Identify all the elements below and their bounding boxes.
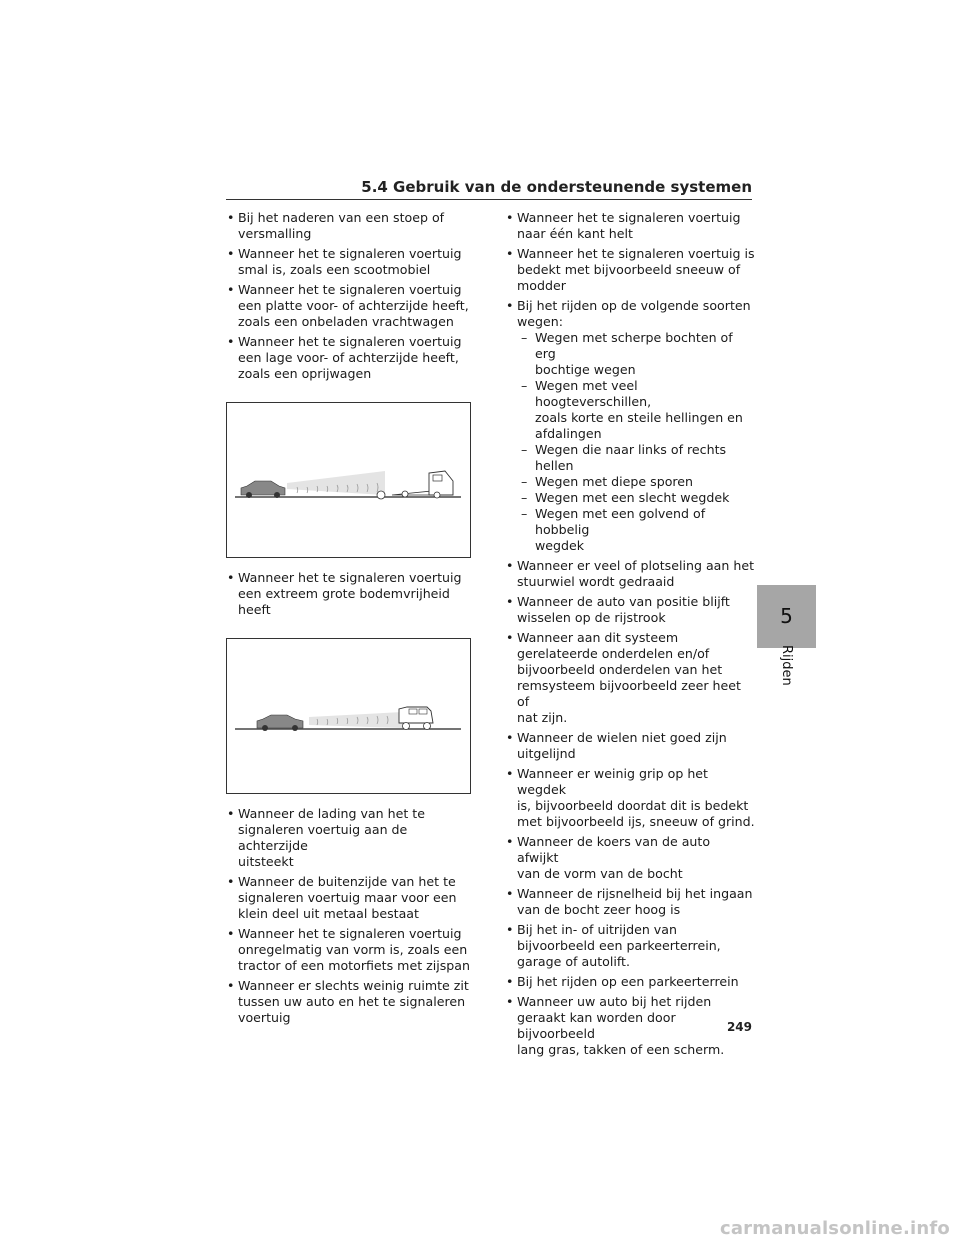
bullet-mark: • [506, 210, 514, 225]
item-text-line: geraakt kan worden door bijvoorbeeld [517, 1010, 676, 1041]
bodemvrijheid-illustration [227, 639, 470, 793]
item-text-line: signaleren voertuig aan de achterzijde [238, 822, 408, 853]
bullet-mark: • [506, 558, 514, 573]
bullet-list-item [505, 594, 755, 626]
item-text-line: garage of autolift. [517, 954, 630, 969]
item-text-line: Wanneer er weinig grip op het wegdek [517, 766, 708, 797]
item-text-line: naar één kant helt [517, 226, 633, 241]
dash-mark: – [521, 506, 528, 521]
bullet-list [226, 210, 474, 382]
bullet-list-item [226, 570, 474, 618]
item-text-line: Wanneer het te signaleren voertuig [238, 570, 462, 585]
bullet-list-item [505, 246, 755, 294]
item-text-line: signaleren voertuig maar voor een [238, 890, 457, 905]
item-text-line: Wegen met veel hoogteverschillen, [535, 378, 652, 409]
bullet-mark: • [227, 282, 235, 297]
bullet-list-item [505, 210, 755, 242]
watermark: carmanualsonline.info [719, 1218, 950, 1239]
item-text-line: Wanneer de koers van de auto afwijkt [517, 834, 711, 865]
dash-list-item [505, 506, 755, 554]
bullet-list-item [505, 730, 755, 762]
item-text-line: Wanneer het te signaleren voertuig [238, 334, 462, 349]
bullet-mark: • [227, 806, 235, 821]
item-text-line: uitsteekt [238, 854, 294, 869]
item-text-line: van de bocht zeer hoog is [517, 902, 681, 917]
item-text-line: Wanneer aan dit systeem [517, 630, 679, 645]
item-text-line: Wanneer uw auto bij het rijden [517, 994, 712, 1009]
dash-list-item [505, 442, 755, 474]
item-text-line: modder [517, 278, 566, 293]
dash-list-item [505, 378, 755, 442]
dash-mark: – [521, 490, 528, 505]
section-header: 5.4 Gebruik van de ondersteunende systemen [361, 178, 752, 196]
item-text-line: Wegen met een golvend of hobbelig [535, 506, 706, 537]
figure-oprijwagen [226, 402, 471, 558]
item-text-line: Wanneer het te signaleren voertuig [238, 246, 462, 261]
bullet-list-item [226, 282, 474, 330]
bullet-list-item [505, 974, 755, 990]
item-text-line: Wanneer de buitenzijde van het te [238, 874, 456, 889]
item-text-line: Bij het in- of uitrijden van [517, 922, 677, 937]
bullet-list-item [505, 834, 755, 882]
bullet-list [505, 558, 755, 1058]
bullet-list-item [226, 926, 474, 974]
item-text-line: stuurwiel wordt gedraaid [517, 574, 675, 589]
item-text-line: wisselen op de rijstrook [517, 610, 666, 625]
item-text-line: Wanneer er veel of plotseling aan het [517, 558, 755, 573]
item-text-line: van de vorm van de bocht [517, 866, 683, 881]
bullet-mark: • [227, 874, 235, 889]
item-text-line: zoals een onbeladen vrachtwagen [238, 314, 454, 329]
bullet-list-item [226, 874, 474, 922]
item-text-line: lang gras, takken of een scherm. [517, 1042, 725, 1057]
bullet-list [226, 570, 474, 618]
item-text-line: tussen uw auto en het te signaleren [238, 994, 466, 1009]
item-text-line: bedekt met bijvoorbeeld sneeuw of [517, 262, 741, 277]
bullet-mark: • [506, 298, 514, 313]
left-column [226, 210, 474, 1030]
item-text-line: bochtige wegen [535, 362, 636, 377]
item-text-line: Wanneer de wielen niet goed zijn [517, 730, 727, 745]
bullet-list [505, 210, 755, 330]
item-text-line: nat zijn. [517, 710, 568, 725]
item-text-line: Wanneer de rijsnelheid bij het ingaan [517, 886, 753, 901]
bullet-list [226, 806, 474, 1026]
item-text-line: Wegen met scherpe bochten of erg [535, 330, 733, 361]
bullet-mark: • [227, 978, 235, 993]
dash-mark: – [521, 378, 528, 393]
item-text-line: tractor of een motorfiets met zijspan [238, 958, 471, 973]
item-text-line: Wanneer de lading van het te [238, 806, 425, 821]
item-text-line: Wegen met diepe sporen [535, 474, 694, 489]
chapter-tab: 5 [757, 585, 816, 648]
bullet-mark: • [506, 994, 514, 1009]
dash-list-item [505, 474, 755, 490]
bullet-mark: • [227, 246, 235, 261]
item-text-line: Wanneer het te signaleren voertuig is [517, 246, 755, 261]
item-text-line: Wanneer er slechts weinig ruimte zit [238, 978, 469, 993]
chapter-tab-label: Rijden [779, 645, 794, 686]
item-text-line: klein deel uit metaal bestaat [238, 906, 419, 921]
item-text-line: wegdek [535, 538, 585, 553]
bullet-list-item [505, 298, 755, 330]
right-column [505, 210, 755, 1062]
item-text-line: hellen [535, 458, 574, 473]
bullet-mark: • [227, 926, 235, 941]
bullet-list-item [226, 246, 474, 278]
bullet-list-item [505, 886, 755, 918]
bullet-mark: • [506, 886, 514, 901]
item-text-line: gerelateerde onderdelen en/of [517, 646, 710, 661]
bullet-list-item [226, 334, 474, 382]
item-text-line: Wanneer het te signaleren voertuig [517, 210, 741, 225]
dash-list-item [505, 490, 755, 506]
item-text-line: Wanneer het te signaleren voertuig [238, 282, 462, 297]
item-text-line: Bij het rijden op de volgende soorten [517, 298, 751, 313]
dash-list-item [505, 330, 755, 378]
item-text-line: Bij het naderen van een stoep of [238, 210, 445, 225]
item-text-line: bijvoorbeeld onderdelen van het [517, 662, 723, 677]
bullet-mark: • [506, 594, 514, 609]
bullet-mark: • [506, 246, 514, 261]
oprijwagen-illustration [227, 403, 470, 557]
bullet-list-item [226, 978, 474, 1026]
item-text-line: een lage voor- of achterzijde heeft, [238, 350, 459, 365]
bullet-list-item [505, 630, 755, 726]
bullet-list-item [505, 922, 755, 970]
bullet-mark: • [506, 922, 514, 937]
item-text-line: uitgelijnd [517, 746, 576, 761]
dash-mark: – [521, 442, 528, 457]
bullet-mark: • [506, 630, 514, 645]
bullet-mark: • [227, 570, 235, 585]
item-text-line: Wegen die naar links of rechts [535, 442, 727, 457]
item-text-line: Wanneer het te signaleren voertuig [238, 926, 462, 941]
item-text-line: afdalingen [535, 426, 602, 441]
dash-mark: – [521, 330, 528, 345]
item-text-line: wegen: [517, 314, 564, 329]
bullet-list-item [505, 558, 755, 590]
bullet-mark: • [506, 974, 514, 989]
item-text-line: zoals een oprijwagen [238, 366, 372, 381]
bullet-mark: • [227, 210, 235, 225]
item-text-line: bijvoorbeeld een parkeerterrein, [517, 938, 721, 953]
item-text-line: remsysteem bijvoorbeeld zeer heet of [517, 678, 741, 709]
bullet-mark: • [506, 766, 514, 781]
header-divider [226, 199, 752, 200]
page-number: 249 [726, 1020, 752, 1034]
bullet-mark: • [506, 834, 514, 849]
dash-list [505, 330, 755, 554]
item-text-line: versmalling [238, 226, 312, 241]
item-text-line: Wanneer de auto van positie blijft [517, 594, 730, 609]
item-text-line: voertuig [238, 1010, 291, 1025]
item-text-line: heeft [238, 602, 271, 617]
item-text-line: een platte voor- of achterzijde heeft, [238, 298, 469, 313]
item-text-line: smal is, zoals een scootmobiel [238, 262, 431, 277]
bullet-mark: • [506, 730, 514, 745]
figure-bodemvrijheid [226, 638, 471, 794]
bullet-mark: • [227, 334, 235, 349]
bullet-list-item [505, 766, 755, 830]
bullet-list-item [226, 210, 474, 242]
dash-mark: – [521, 474, 528, 489]
item-text-line: een extreem grote bodemvrijheid [238, 586, 450, 601]
item-text-line: is, bijvoorbeeld doordat dit is bedekt [517, 798, 749, 813]
bullet-list-item [226, 806, 474, 870]
item-text-line: onregelmatig van vorm is, zoals een [238, 942, 468, 957]
item-text-line: Wegen met een slecht wegdek [535, 490, 730, 505]
item-text-line: Bij het rijden op een parkeerterrein [517, 974, 739, 989]
item-text-line: zoals korte en steile hellingen en [535, 410, 743, 425]
item-text-line: met bijvoorbeeld ijs, sneeuw of grind. [517, 814, 755, 829]
